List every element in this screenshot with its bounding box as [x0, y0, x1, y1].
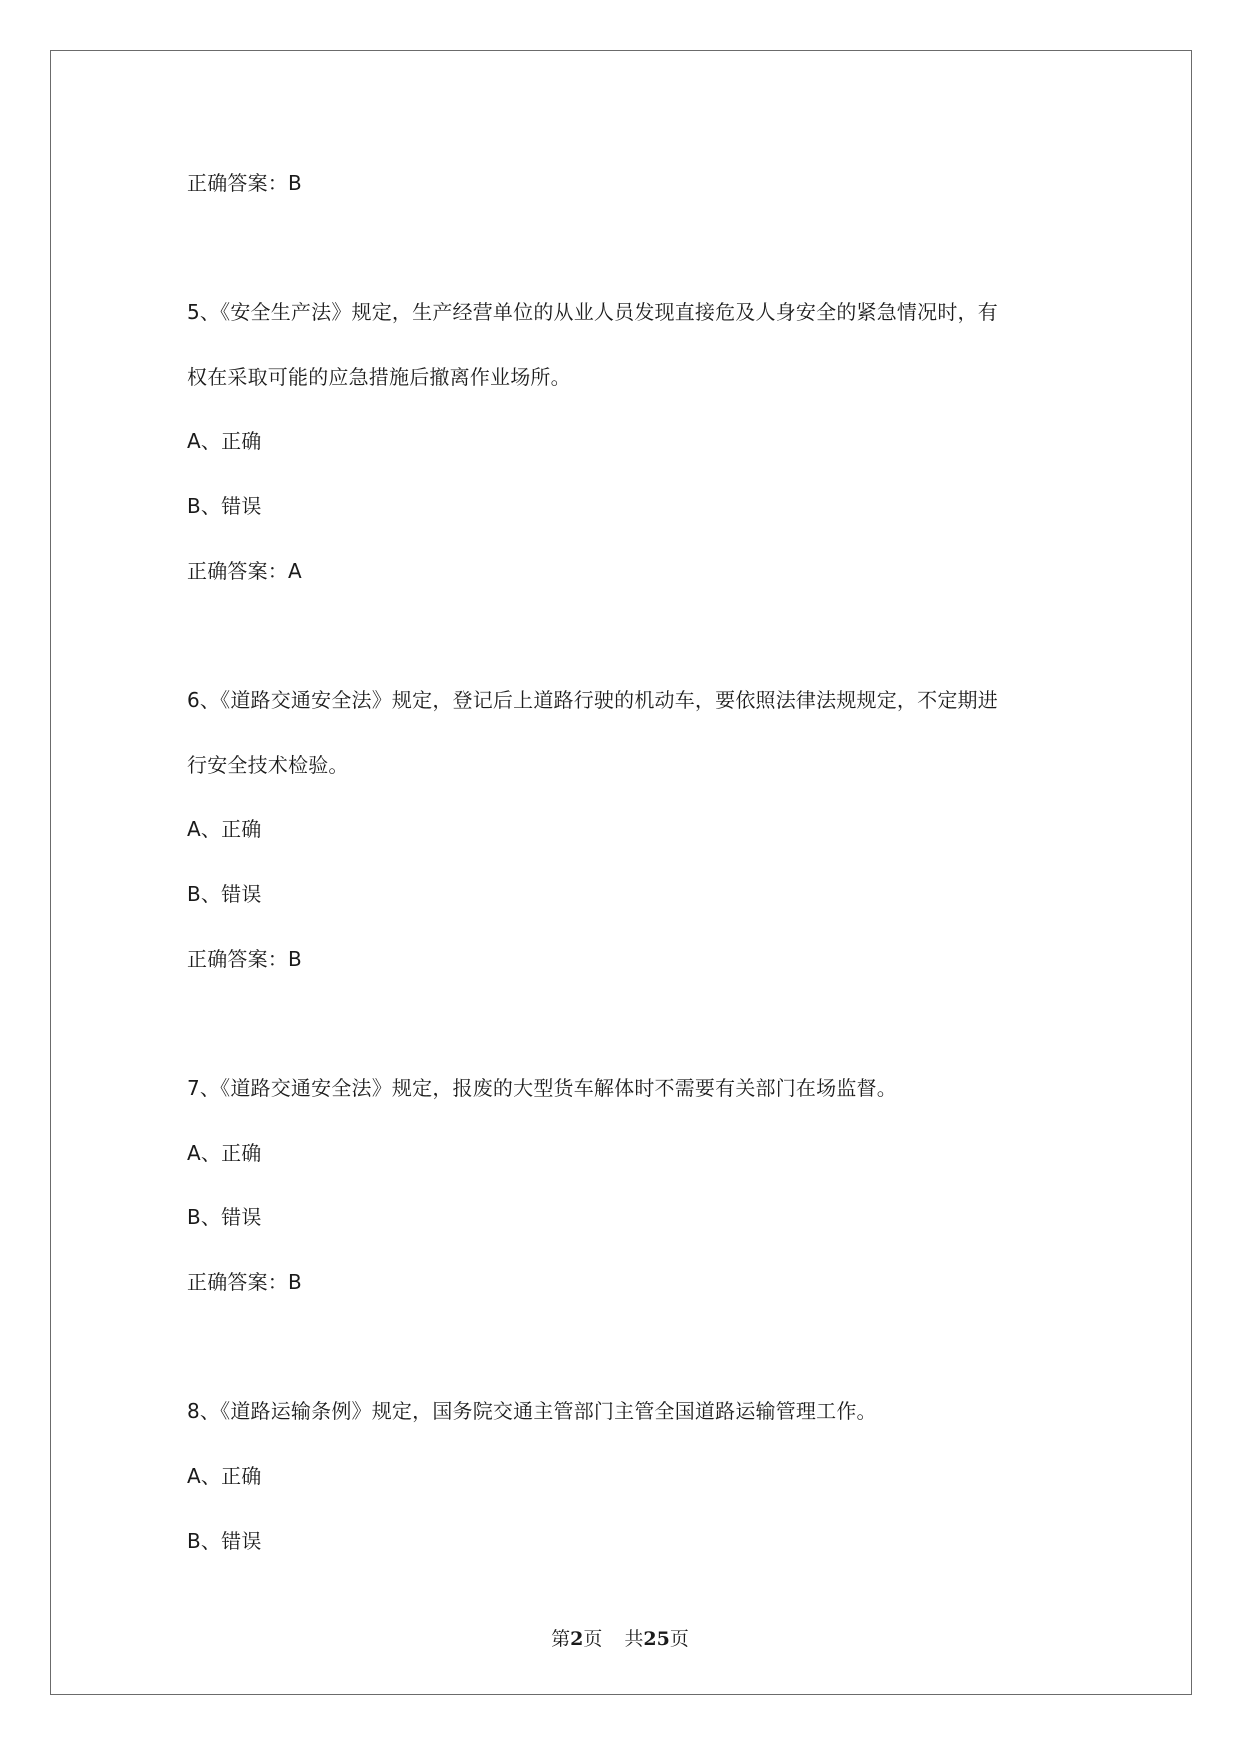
question-6-option-a: A、正确: [187, 817, 262, 841]
question-7-answer: 正确答案：B: [187, 1270, 302, 1294]
question-5-answer: 正确答案：A: [187, 559, 302, 583]
answer-line: 正确答案：B: [187, 171, 302, 195]
footer-prefix: 第: [551, 1628, 571, 1650]
page-border: [50, 50, 1192, 1695]
footer-total-unit: 页: [669, 1628, 689, 1650]
footer-total-prefix: 共: [624, 1628, 644, 1650]
question-5-option-a: A、正确: [187, 429, 262, 453]
question-5-option-b: B、错误: [187, 494, 262, 518]
question-5-text-line-1: 5、《安全生产法》规定，生产经营单位的从业人员发现直接危及人身安全的紧急情况时，有: [187, 300, 998, 324]
question-5-text-line-2: 权在采取可能的应急措施后撤离作业场所。: [187, 365, 571, 389]
question-7-text-line-1: 7、《道路交通安全法》规定，报废的大型货车解体时不需要有关部门在场监督。: [187, 1076, 897, 1100]
question-6-answer: 正确答案：B: [187, 947, 302, 971]
question-8-option-a: A、正确: [187, 1464, 262, 1488]
question-6-text-line-2: 行安全技术检验。: [187, 753, 349, 777]
footer-page-number: 2: [570, 1628, 584, 1650]
footer-page-unit: 页: [583, 1628, 603, 1650]
question-7-option-b: B、错误: [187, 1205, 262, 1229]
question-8-option-b: B、错误: [187, 1529, 262, 1553]
question-8-text-line-1: 8、《道路运输条例》规定，国务院交通主管部门主管全国道路运输管理工作。: [187, 1399, 877, 1423]
footer-total-pages: 25: [643, 1628, 670, 1650]
question-7-option-a: A、正确: [187, 1141, 262, 1165]
question-6-option-b: B、错误: [187, 882, 262, 906]
question-6-text-line-1: 6、《道路交通安全法》规定，登记后上道路行驶的机动车，要依照法律法规规定，不定期进: [187, 688, 998, 712]
page-footer: [0, 1627, 1240, 1651]
